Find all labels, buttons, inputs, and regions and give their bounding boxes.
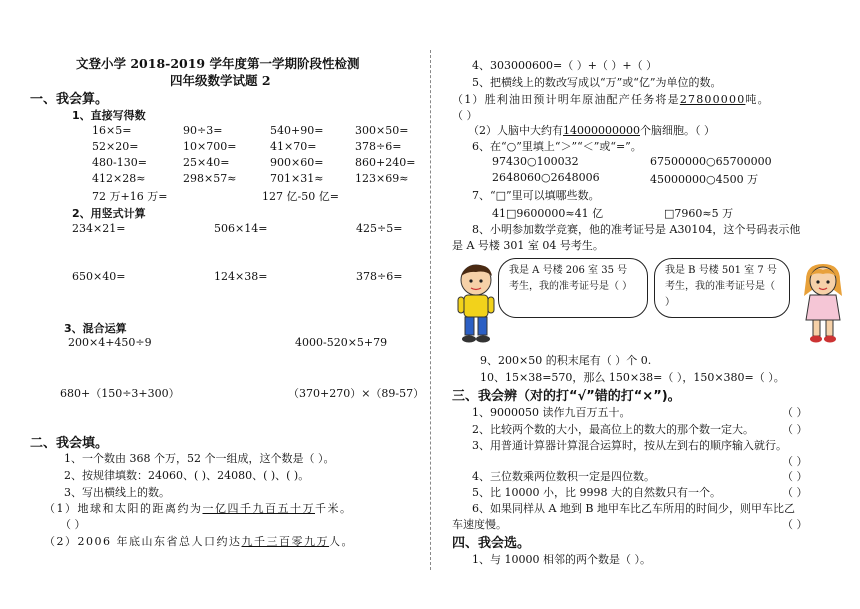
compare-item: 67500000○65700000 xyxy=(650,155,772,168)
problem: 72 万+16 万= xyxy=(92,190,168,203)
compare-item: 2648060○2648006 xyxy=(492,171,600,184)
question-10: 10、15×38=570，那么 150×38=（ ），150×380=（ ）。 xyxy=(480,371,785,384)
answer-paren: （ ） xyxy=(782,486,808,499)
problem: 378÷6= xyxy=(356,270,403,283)
problem: 10×700= xyxy=(183,140,237,153)
underlined-number: 27800000 xyxy=(679,93,746,106)
question-text: 千米。 xyxy=(315,502,353,515)
fill-question-2: 2、按规律填数：24060、( )、24080、( )、( )。 xyxy=(64,469,310,482)
question-text: 吨。 xyxy=(745,93,770,106)
problem: 4000-520×5+79 xyxy=(295,336,388,349)
girl-illustration xyxy=(800,262,846,346)
problem: 300×50= xyxy=(355,124,409,137)
fill-question-3-1 xyxy=(44,500,353,516)
answer-blank: （ ） xyxy=(452,109,478,122)
subsection-mixed: 3、混合运算 xyxy=(64,322,127,335)
answer-blank: （ ） xyxy=(60,518,86,531)
question-4: 4、303000600=（ ）+（ ）+（ ） xyxy=(472,59,658,72)
fill-question-3-2 xyxy=(44,533,354,549)
question-6: 6、在“○”里填上“＞”“＜”或“=”。 xyxy=(472,140,642,153)
choose-question-1: 1、与 10000 相邻的两个数是（ ）。 xyxy=(472,553,651,566)
problem: 200×4+450÷9 xyxy=(68,336,152,349)
question-8: 8、小明参加数学竞赛，他的准考证号是 A30104，这个号码表示他 xyxy=(472,223,801,236)
problem: 16×5= xyxy=(92,124,132,137)
problem: 378÷6= xyxy=(355,140,402,153)
question-text: 个脑细胞。（ ） xyxy=(639,124,715,137)
judge-item: 1、9000050 读作九百万五十。 xyxy=(472,406,631,419)
exam-title: 文登小学 2018-2019 学年度第一学期阶段性检测 xyxy=(76,56,360,71)
subsection-direct: 1、直接写得数 xyxy=(72,109,146,122)
fill-question-3: 3、写出横线上的数。 xyxy=(64,486,170,499)
problem: （370+270）×（89-57） xyxy=(288,387,425,400)
problem: 650×40= xyxy=(72,270,126,283)
problem: 425÷5= xyxy=(356,222,403,235)
answer-paren: （ ） xyxy=(782,455,808,468)
question-5-2 xyxy=(468,122,715,138)
compare-item: 97430○100032 xyxy=(492,155,579,168)
problem: 25×40= xyxy=(183,156,230,169)
problem: 90÷3= xyxy=(183,124,223,137)
question-text: 人。 xyxy=(329,535,354,548)
question-text: （1）地球和太阳的距离约为 xyxy=(44,502,203,515)
estimate-item: 41□9600000≈41 亿 xyxy=(492,207,604,220)
answer-paren: （ ） xyxy=(782,518,808,531)
problem: 860+240= xyxy=(355,156,416,169)
speech-bubble-left: 我是 A 号楼 206 室 35 号考生，我的准考证号是（ ） xyxy=(498,258,648,318)
exam-subtitle: 四年级数学试题 2 xyxy=(170,73,271,88)
question-8-cont: 是 A 号楼 301 室 04 号考生。 xyxy=(452,239,604,252)
section-choose: 四、我会选。 xyxy=(452,536,531,551)
problem: 52×20= xyxy=(92,140,139,153)
problem: 127 亿-50 亿= xyxy=(262,190,339,203)
question-7: 7、“□”里可以填哪些数。 xyxy=(472,189,600,202)
judge-item: 2、比较两个数的大小，最高位上的数大的那个数一定大。 xyxy=(472,423,754,436)
problem: 900×60= xyxy=(270,156,324,169)
answer-paren: （ ） xyxy=(782,470,808,483)
answer-paren: （ ） xyxy=(782,423,808,436)
section-judge: 三、我会辨（对的打“√”错的打“×”)。 xyxy=(452,389,681,404)
problem: 234×21= xyxy=(72,222,126,235)
question-text: （2）2006 年底山东省总人口约达 xyxy=(44,535,242,548)
boy-illustration xyxy=(452,262,500,346)
underlined-number: 九千三百零九万 xyxy=(241,535,329,548)
compare-item: 45000000○4500 万 xyxy=(650,173,759,186)
judge-item: 5、比 10000 小，比 9998 大的自然数只有一个。 xyxy=(472,486,721,499)
section-fill: 二、我会填。 xyxy=(30,436,109,451)
judge-item-cont: 车速度慢。 xyxy=(452,518,507,531)
question-text: （2）人脑中大约有 xyxy=(468,124,563,137)
speech-bubble-right: 我是 B 号楼 501 室 7 号考生，我的准考证号是（ ） xyxy=(654,258,790,318)
problem: 701×31≈ xyxy=(270,172,324,185)
question-5-1 xyxy=(452,91,770,107)
problem: 680+（150÷3+300） xyxy=(60,387,180,400)
judge-item: 6、如果同样从 A 地到 B 地甲车比乙车所用的时间少，则甲车比乙 xyxy=(472,502,796,515)
problem: 506×14= xyxy=(214,222,268,235)
problem: 41×70= xyxy=(270,140,317,153)
underlined-number: 14000000000 xyxy=(563,124,640,137)
problem: 540+90= xyxy=(270,124,324,137)
problem: 124×38= xyxy=(214,270,268,283)
question-text: （1）胜利油田预计明年原油配产任务将是 xyxy=(452,93,680,106)
fill-question-1: 1、一个数由 368 个万，52 个一组成，这个数是（ ）。 xyxy=(64,452,335,465)
problem: 412×28≈ xyxy=(92,172,146,185)
answer-paren: （ ） xyxy=(782,406,808,419)
problem: 480-130= xyxy=(92,156,147,169)
underlined-number: 一亿四千九百五十万 xyxy=(202,502,315,515)
problem: 298×57≈ xyxy=(183,172,237,185)
question-9: 9、200×50 的积末尾有（ ）个 0. xyxy=(480,354,652,367)
judge-item: 4、三位数乘两位数积一定是四位数。 xyxy=(472,470,655,483)
column-divider xyxy=(430,50,431,570)
section-calculate: 一、我会算。 xyxy=(30,92,109,107)
subsection-vertical: 2、用竖式计算 xyxy=(72,207,146,220)
problem: 123×69≈ xyxy=(355,172,409,185)
question-5: 5、把横线上的数改写成以“万”或“亿”为单位的数。 xyxy=(472,76,722,89)
estimate-item: □7960≈5 万 xyxy=(664,207,734,220)
judge-item: 3、用普通计算器计算混合运算时，按从左到右的顺序输入就行。 xyxy=(472,439,787,452)
